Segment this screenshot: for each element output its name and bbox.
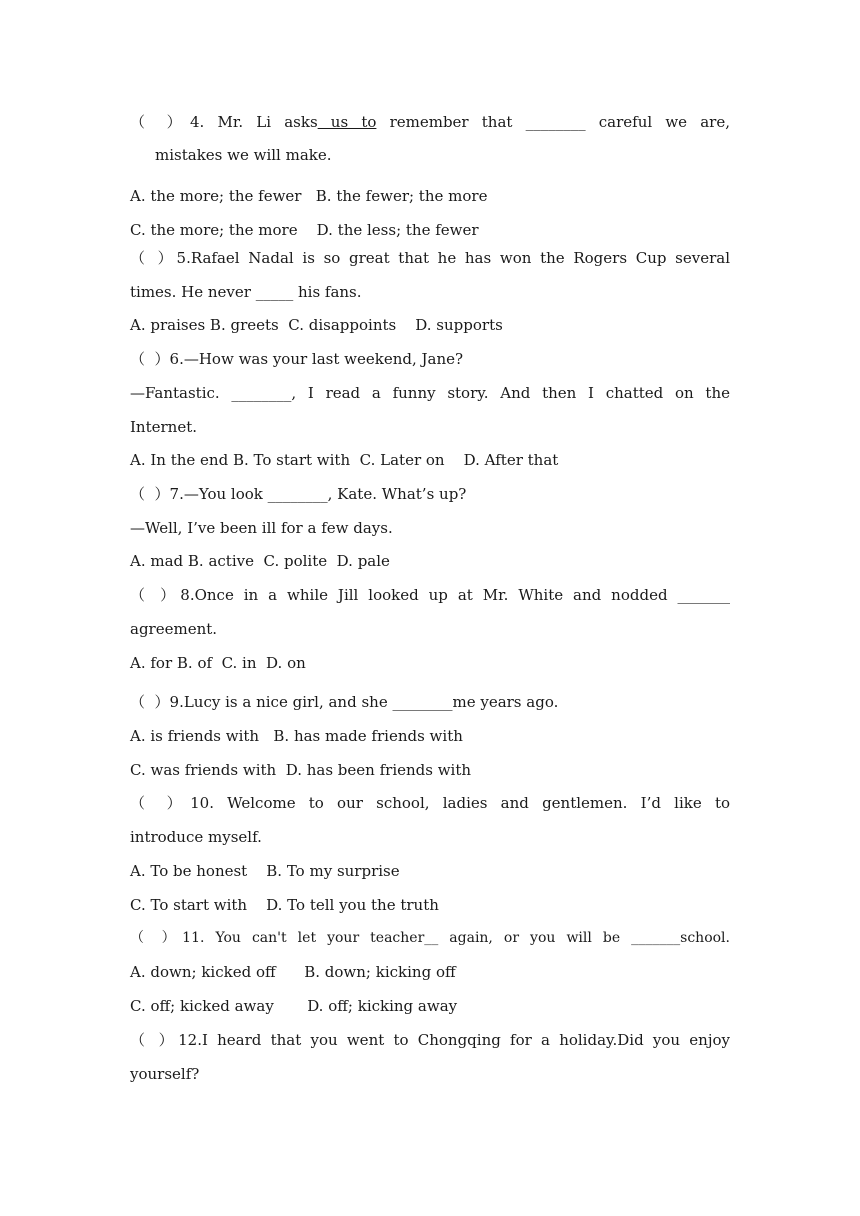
- question-6-stem-line-1: （ ）6.—How was your last weekend, Jane?: [130, 350, 464, 368]
- question-9-option-line-2: C. was friends with D. has been friends with: [130, 761, 472, 779]
- question-11-option-line-2: C. off; kicked away D. off; kicking away: [130, 997, 458, 1015]
- question-8-stem-line-2: agreement.: [130, 620, 218, 638]
- question-5-stem-line-1: （ ）5.Rafael Nadal is so great that he has won the Rogers Cup several: [130, 249, 730, 267]
- question-4-stem-line-1: [130, 112, 730, 132]
- question-10-stem-line-1: （ ）10. Welcome to our school, ladies and gentlemen. I’d like to: [130, 794, 730, 812]
- question-12-stem-line-2: yourself?: [130, 1065, 200, 1083]
- question-4-option-line-2: C. the more; the more D. the less; the fewer: [130, 221, 479, 239]
- question-9-option-line-1: A. is friends with B. has made friends with: [130, 727, 463, 745]
- question-10-stem-line-2: introduce myself.: [130, 828, 262, 846]
- question-9-stem-line-1: （ ）9.Lucy is a nice girl, and she ________me years ago.: [130, 693, 559, 711]
- question-7-stem-line-2: —Well, I’ve been ill for a few days.: [130, 519, 393, 537]
- question-4-stem-line-2: mistakes we will make.: [155, 146, 332, 164]
- question-11-stem-line-1: （ ）11. You can't let your teacher__ again, or you will be _______school.: [130, 930, 730, 946]
- question-5-option-line-1: A. praises B. greets C. disappoints D. supports: [130, 316, 503, 334]
- question-12-stem-line-1: （ ）12.I heard that you went to Chongqing for a holiday.Did you enjoy: [130, 1031, 730, 1049]
- question-4-stem-suffix: remember that ________ careful we are,: [376, 113, 730, 131]
- question-10-option-line-1: A. To be honest B. To my surprise: [130, 862, 400, 880]
- question-7-stem-line-1: （ ）7.—You look ________, Kate. What’s up?: [130, 485, 467, 503]
- question-6-stem-line-2: —Fantastic. ________, I read a funny story. And then I chatted on the: [130, 384, 730, 402]
- question-8-stem-line-1: （ ）8.Once in a while Jill looked up at Mr. White and nodded _______: [130, 586, 730, 604]
- question-4-underlined-text: us to: [317, 113, 377, 131]
- question-6-stem-line-3: Internet.: [130, 418, 197, 436]
- question-5-stem-line-2: times. He never _____ his fans.: [130, 283, 362, 301]
- question-10-option-line-2: C. To start with D. To tell you the truth: [130, 896, 439, 914]
- question-6-option-line-1: A. In the end B. To start with C. Later on D. After that: [130, 451, 559, 469]
- question-11-option-line-1: A. down; kicked off B. down; kicking off: [130, 963, 456, 981]
- question-4-stem-prefix: （ ）4. Mr. Li asks: [130, 113, 318, 131]
- question-4-option-line-1: A. the more; the fewer B. the fewer; the more: [130, 187, 488, 205]
- question-7-option-line-1: A. mad B. active C. polite D. pale: [130, 552, 390, 570]
- question-8-option-line-1: A. for B. of C. in D. on: [130, 654, 306, 672]
